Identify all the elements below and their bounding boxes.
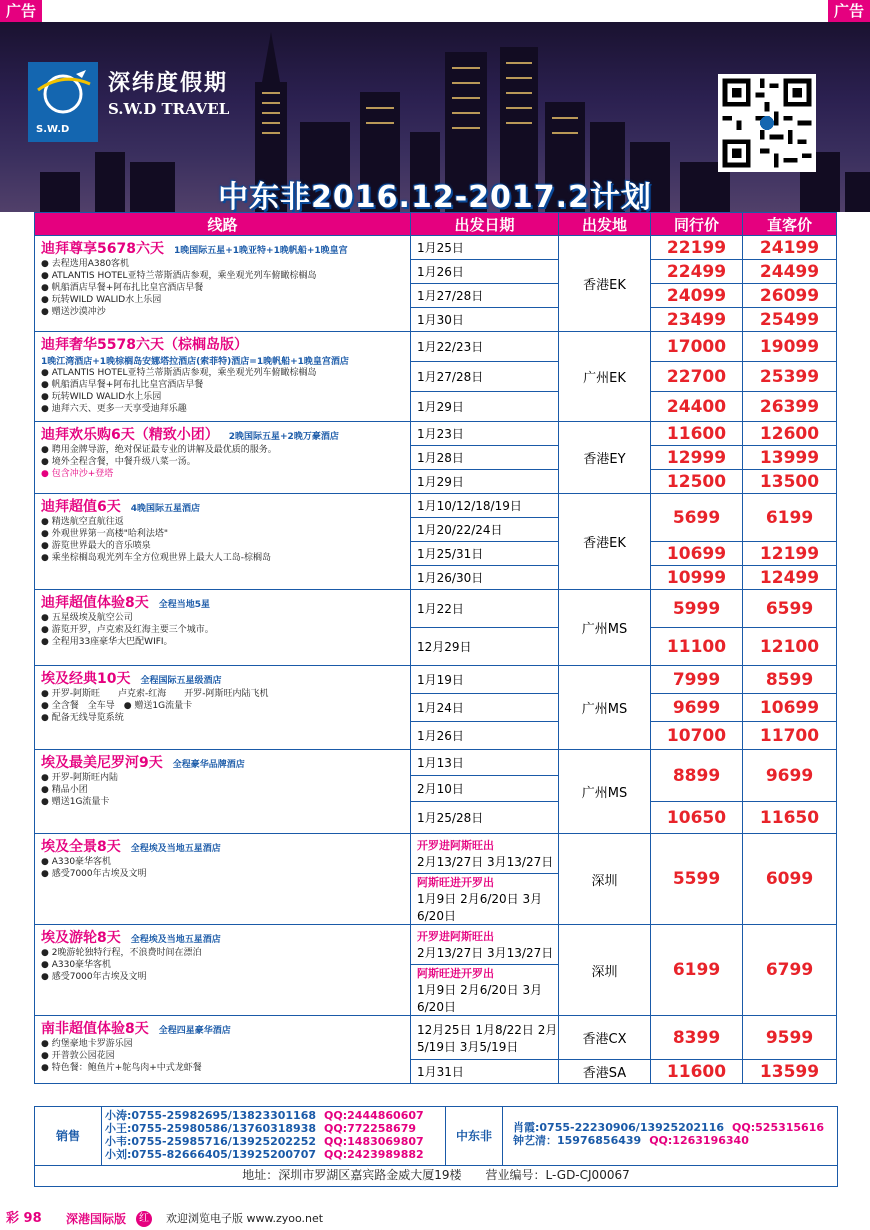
route-feature: ● 感受7000年古埃及文明 bbox=[41, 869, 147, 879]
departure-date: 开罗进阿斯旺出 2月13/27日 3月13/27日 bbox=[411, 834, 559, 874]
route-feature: ● 乘坐棕榈岛观光列车全方位观世界上最大人工岛-棕榈岛 bbox=[41, 553, 271, 563]
departure-date: 1月20/22/24日 bbox=[411, 518, 559, 542]
route-feature: ● ATLANTIS HOTEL亚特兰蒂斯酒店参观，乘坐观光列车俯瞰棕榈岛 bbox=[41, 368, 317, 378]
peer-price: 10700 bbox=[651, 722, 743, 750]
route-feature: ● 感受7000年古埃及文明 bbox=[41, 972, 147, 982]
table-row bbox=[35, 666, 837, 694]
peer-price: 22199 bbox=[651, 236, 743, 260]
direct-price: 9599 bbox=[743, 1016, 837, 1060]
departure-date: 阿斯旺进开罗出 1月9日 2月6/20日 3月6/20日 bbox=[411, 965, 559, 1016]
departure-date: 1月31日 bbox=[411, 1060, 559, 1084]
sales-region-contacts bbox=[513, 1121, 824, 1147]
direct-price: 6199 bbox=[743, 494, 837, 542]
peer-price: 11600 bbox=[651, 422, 743, 446]
globe-plane-icon bbox=[28, 62, 98, 142]
departure-date: 1月26日 bbox=[411, 260, 559, 284]
route-feature: ● 特色餐：鲍鱼片+鸵鸟肉+中式龙虾餐 bbox=[41, 1063, 202, 1073]
direct-price: 24499 bbox=[743, 260, 837, 284]
route-cell bbox=[35, 236, 411, 332]
direct-price: 12100 bbox=[743, 628, 837, 666]
table-row bbox=[35, 494, 837, 518]
departure-route-note: 开罗进阿斯旺出 bbox=[417, 839, 494, 852]
header-peer-price: 同行价 bbox=[651, 213, 743, 236]
direct-price: 12600 bbox=[743, 422, 837, 446]
route-name: 迪拜奢华5578六天（棕榈岛版） bbox=[41, 337, 248, 353]
route-feature: ● 约堡豪地卡罗游乐园 bbox=[41, 1039, 133, 1049]
route-price-table bbox=[34, 212, 837, 1084]
sales-region-label: 中东非 bbox=[445, 1107, 503, 1165]
route-feature: ● 全含餐 全车导 ● 赠送1G流量卡 bbox=[41, 701, 193, 711]
peer-price: 8899 bbox=[651, 750, 743, 802]
route-hotel-note: 4晚国际五星酒店 bbox=[130, 504, 201, 514]
departure-date: 1月26/30日 bbox=[411, 566, 559, 590]
direct-price: 6099 bbox=[743, 834, 837, 925]
peer-price: 24400 bbox=[651, 392, 743, 422]
route-feature: ● A330豪华客机 bbox=[41, 960, 112, 970]
route-feature: ● 精选航空直航往返 bbox=[41, 517, 124, 527]
route-feature: ● 帆船酒店早餐+阿布扎比皇宫酒店早餐 bbox=[41, 380, 204, 390]
route-feature: ● 五星级埃及航空公司 bbox=[41, 613, 133, 623]
peer-price: 5699 bbox=[651, 494, 743, 542]
peer-price: 23499 bbox=[651, 308, 743, 332]
route-feature: ● 全程用33座豪华大巴配WIFI。 bbox=[41, 637, 173, 647]
qr-code-image[interactable] bbox=[718, 74, 816, 172]
route-cell bbox=[35, 332, 411, 422]
peer-price: 7999 bbox=[651, 666, 743, 694]
route-feature: ● 去程选用A380客机 bbox=[41, 259, 130, 269]
direct-price: 11650 bbox=[743, 802, 837, 834]
route-hotel-note: 全程豪华品牌酒店 bbox=[172, 760, 245, 770]
route-name: 迪拜超值体验8天 bbox=[41, 595, 149, 611]
departure-date: 1月22日 bbox=[411, 590, 559, 628]
brand-logo bbox=[28, 62, 248, 142]
table-row bbox=[35, 590, 837, 628]
departure-date: 开罗进阿斯旺出 2月13/27日 3月13/27日 bbox=[411, 925, 559, 965]
departure-date: 阿斯旺进开罗出 1月9日 2月6/20日 3月6/20日 bbox=[411, 874, 559, 925]
direct-price: 12499 bbox=[743, 566, 837, 590]
route-hotel-note: 全程国际五星级酒店 bbox=[140, 676, 222, 686]
header-origin: 出发地 bbox=[559, 213, 651, 236]
direct-price: 6799 bbox=[743, 925, 837, 1016]
route-feature: ● 境外全程含餐，中餐升级八菜一汤。 bbox=[41, 457, 196, 467]
route-feature: ● 配备无线导览系统 bbox=[41, 713, 124, 723]
origin-cell: 深圳 bbox=[559, 834, 651, 925]
departure-date: 1月25/31日 bbox=[411, 542, 559, 566]
origin-cell: 广州MS bbox=[559, 590, 651, 666]
origin-cell: 香港EY bbox=[559, 422, 651, 494]
ad-label-right: 广告 bbox=[828, 0, 870, 22]
route-feature: ● 聘用金牌导游，绝对保证最专业的讲解及最优质的服务。 bbox=[41, 445, 277, 455]
direct-price: 11700 bbox=[743, 722, 837, 750]
origin-cell: 广州EK bbox=[559, 332, 651, 422]
ad-label-left: 广告 bbox=[0, 0, 42, 22]
departure-date: 1月30日 bbox=[411, 308, 559, 332]
route-name: 南非超值体验8天 bbox=[41, 1021, 149, 1037]
peer-price: 6199 bbox=[651, 925, 743, 1016]
origin-cell: 香港CX bbox=[559, 1016, 651, 1060]
sales-contact: 小韦:0755-25985716/13925202252 QQ:1483069807 bbox=[105, 1135, 424, 1148]
departure-date: 1月22/23日 bbox=[411, 332, 559, 362]
departure-date: 1月29日 bbox=[411, 392, 559, 422]
table-row bbox=[35, 925, 837, 965]
peer-price: 12999 bbox=[651, 446, 743, 470]
route-hotel-note: 2晚国际五星+2晚万豪酒店 bbox=[228, 432, 339, 442]
departure-date: 1月23日 bbox=[411, 422, 559, 446]
route-cell bbox=[35, 1016, 411, 1084]
route-name: 迪拜超值6天 bbox=[41, 499, 121, 515]
route-feature: ● 外观世界第一高楼"哈利法塔" bbox=[41, 529, 168, 539]
direct-price: 26099 bbox=[743, 284, 837, 308]
route-cell bbox=[35, 925, 411, 1016]
route-name: 埃及经典10天 bbox=[41, 671, 131, 687]
direct-price: 25499 bbox=[743, 308, 837, 332]
direct-price: 26399 bbox=[743, 392, 837, 422]
route-feature: ● 玩转WILD WALID水上乐园 bbox=[41, 392, 162, 402]
departure-date: 1月25/28日 bbox=[411, 802, 559, 834]
route-name: 迪拜欢乐购6天（精致小团） bbox=[41, 427, 219, 443]
peer-price: 5599 bbox=[651, 834, 743, 925]
header-direct-price: 直客价 bbox=[743, 213, 837, 236]
route-highlight: ● 包含冲沙+登塔 bbox=[41, 469, 114, 479]
departure-route-note: 开罗进阿斯旺出 bbox=[417, 930, 494, 943]
direct-price: 10699 bbox=[743, 694, 837, 722]
peer-price: 8399 bbox=[651, 1016, 743, 1060]
peer-price: 22499 bbox=[651, 260, 743, 284]
sales-contact: 小王:0755-25980586/13760318938 QQ:772258679 bbox=[105, 1122, 417, 1135]
edition-badge: 红 bbox=[136, 1211, 152, 1227]
brand-name-en: S.W.D TRAVEL bbox=[108, 100, 230, 118]
direct-price: 8599 bbox=[743, 666, 837, 694]
peer-price: 9699 bbox=[651, 694, 743, 722]
departure-date: 1月24日 bbox=[411, 694, 559, 722]
peer-price: 10999 bbox=[651, 566, 743, 590]
origin-cell: 深圳 bbox=[559, 925, 651, 1016]
company-address: 地址：深圳市罗湖区嘉宾路金威大厦19楼 营业编号：L-GD-CJ00067 bbox=[34, 1164, 838, 1187]
departure-date: 12月25日 1月8/22日 2月5/19日 3月5/19日 bbox=[411, 1016, 559, 1060]
brand-abbr: S.W.D bbox=[36, 124, 70, 135]
departure-route-note: 阿斯旺进开罗出 bbox=[417, 876, 494, 889]
peer-price: 22700 bbox=[651, 362, 743, 392]
table-row bbox=[35, 1016, 837, 1060]
origin-cell: 广州MS bbox=[559, 666, 651, 750]
direct-price: 19099 bbox=[743, 332, 837, 362]
peer-price: 24099 bbox=[651, 284, 743, 308]
direct-price: 6599 bbox=[743, 590, 837, 628]
table-row bbox=[35, 332, 837, 362]
peer-price: 10650 bbox=[651, 802, 743, 834]
peer-price: 12500 bbox=[651, 470, 743, 494]
page-number: 彩 98 bbox=[6, 1211, 42, 1226]
sales-contact: 小刘:0755-82666405/13925200707 QQ:2423989882 bbox=[105, 1148, 424, 1161]
region-contact: 钟艺清：15976856439 QQ:1263196340 bbox=[513, 1134, 749, 1147]
peer-price: 10699 bbox=[651, 542, 743, 566]
peer-price: 17000 bbox=[651, 332, 743, 362]
route-hotel-note: 1晚国际五星+1晚亚特+1晚帆船+1晚皇宫 bbox=[173, 246, 348, 256]
departure-date: 12月29日 bbox=[411, 628, 559, 666]
route-name: 埃及最美尼罗河9天 bbox=[41, 755, 163, 771]
sales-contact: 小涛:0755-25982695/13823301168 QQ:2444860607 bbox=[105, 1109, 424, 1122]
route-hotel-note: 全程四星豪华酒店 bbox=[158, 1026, 231, 1036]
departure-date: 1月26日 bbox=[411, 722, 559, 750]
sales-label: 销售 bbox=[35, 1107, 102, 1165]
route-feature: ● 精品小团 bbox=[41, 785, 88, 795]
route-feature: ● 游览开罗，卢克索及红海主要三个城市。 bbox=[41, 625, 214, 635]
table-row bbox=[35, 750, 837, 776]
peer-price: 11600 bbox=[651, 1060, 743, 1084]
header-date: 出发日期 bbox=[411, 213, 559, 236]
route-feature: ● 游览世界最大的音乐喷泉 bbox=[41, 541, 151, 551]
plan-title: 中东非2016.12-2017.2计划 bbox=[218, 180, 652, 212]
route-feature: ● 开罗-阿斯旺内陆 bbox=[41, 773, 118, 783]
route-cell bbox=[35, 834, 411, 925]
route-hotel-note: 全程当地5星 bbox=[158, 600, 211, 610]
departure-date: 1月27/28日 bbox=[411, 284, 559, 308]
origin-cell: 香港EK bbox=[559, 494, 651, 590]
direct-price: 13500 bbox=[743, 470, 837, 494]
route-cell bbox=[35, 494, 411, 590]
departure-date: 1月28日 bbox=[411, 446, 559, 470]
direct-price: 12199 bbox=[743, 542, 837, 566]
route-feature: ● 赠送沙漠冲沙 bbox=[41, 307, 106, 317]
departure-date: 1月13日 bbox=[411, 750, 559, 776]
route-cell bbox=[35, 590, 411, 666]
route-hotel-note: 1晚江湾酒店+1晚棕榈岛安娜塔拉酒店(索菲特)酒店=1晚帆船+1晚皇宫酒店 bbox=[41, 357, 349, 367]
direct-price: 25399 bbox=[743, 362, 837, 392]
direct-price: 24199 bbox=[743, 236, 837, 260]
table-body bbox=[35, 236, 837, 1084]
route-cell bbox=[35, 422, 411, 494]
origin-cell: 广州MS bbox=[559, 750, 651, 834]
route-feature: ● 赠送1G流量卡 bbox=[41, 797, 110, 807]
table-row bbox=[35, 834, 837, 874]
table-header-row bbox=[35, 213, 837, 236]
direct-price: 13599 bbox=[743, 1060, 837, 1084]
route-cell bbox=[35, 750, 411, 834]
route-cell bbox=[35, 666, 411, 750]
route-name: 埃及全景8天 bbox=[41, 839, 121, 855]
peer-price: 5999 bbox=[651, 590, 743, 628]
region-contact: 肖霞:0755-22230906/13925202116 QQ:525315616 bbox=[513, 1121, 825, 1134]
peer-price: 11100 bbox=[651, 628, 743, 666]
departure-route-note: 阿斯旺进开罗出 bbox=[417, 967, 494, 980]
origin-cell: 香港SA bbox=[559, 1060, 651, 1084]
website-link[interactable]: 欢迎浏览电子版 www.zyoo.net bbox=[166, 1212, 324, 1225]
route-feature: ● 开罗-阿斯旺 卢克索-红海 开罗-阿斯旺内陆飞机 bbox=[41, 689, 269, 699]
departure-date: 1月27/28日 bbox=[411, 362, 559, 392]
route-name: 迪拜尊享5678六天 bbox=[41, 241, 164, 257]
route-feature: ● 2晚游轮独特行程，不浪费时间在漂泊 bbox=[41, 948, 202, 958]
direct-price: 13999 bbox=[743, 446, 837, 470]
departure-date: 1月25日 bbox=[411, 236, 559, 260]
departure-date: 1月29日 bbox=[411, 470, 559, 494]
route-feature: ● 玩转WILD WALID水上乐园 bbox=[41, 295, 162, 305]
sales-contact-list bbox=[105, 1109, 445, 1161]
page-footer bbox=[0, 1208, 870, 1230]
edition-name: 深港国际版 bbox=[66, 1212, 127, 1226]
departure-date: 1月19日 bbox=[411, 666, 559, 694]
route-feature: ● 帆船酒店早餐+阿布扎比皇宫酒店早餐 bbox=[41, 283, 204, 293]
departure-date: 1月10/12/18/19日 bbox=[411, 494, 559, 518]
sales-contacts bbox=[34, 1106, 838, 1166]
route-feature: ● 开普敦公园花园 bbox=[41, 1051, 115, 1061]
route-hotel-note: 全程埃及当地五星酒店 bbox=[130, 844, 221, 854]
route-hotel-note: 全程埃及当地五星酒店 bbox=[130, 935, 221, 945]
route-feature: ● A330豪华客机 bbox=[41, 857, 112, 867]
table-row bbox=[35, 422, 837, 446]
table-row bbox=[35, 236, 837, 260]
brand-name-cn: 深纬度假期 bbox=[108, 71, 229, 96]
header-route: 线路 bbox=[35, 213, 411, 236]
route-feature: ● 迪拜六天、更多一天享受迪拜乐趣 bbox=[41, 404, 187, 414]
route-feature: ● ATLANTIS HOTEL亚特兰蒂斯酒店参观，乘坐观光列车俯瞰棕榈岛 bbox=[41, 271, 317, 281]
direct-price: 9699 bbox=[743, 750, 837, 802]
route-name: 埃及游轮8天 bbox=[41, 930, 121, 946]
origin-cell: 香港EK bbox=[559, 236, 651, 332]
departure-date: 2月10日 bbox=[411, 776, 559, 802]
hero-banner bbox=[0, 22, 870, 212]
